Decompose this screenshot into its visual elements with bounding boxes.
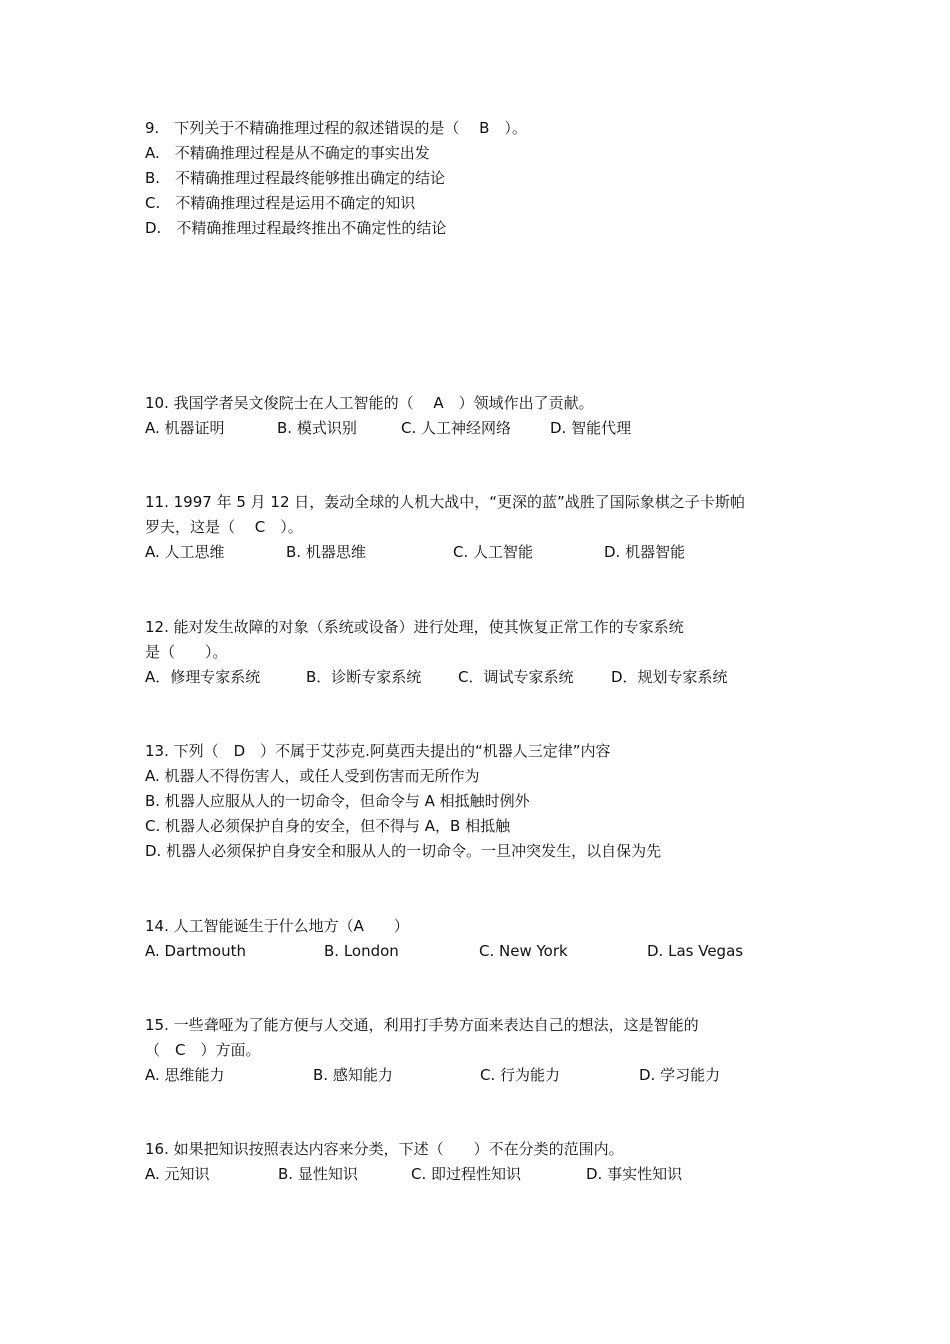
option-c: C. 不精确推理过程是运用不确定的知识	[145, 194, 416, 212]
option-a: A. 不精确推理过程是从不确定的事实出发	[145, 144, 430, 162]
option-b: B. 机器思维	[286, 543, 366, 561]
option-a: A. Dartmouth	[145, 942, 247, 960]
option-d: D. 学习能力	[639, 1066, 721, 1084]
option-c: C. 行为能力	[480, 1066, 561, 1084]
option-b: B. 模式识别	[277, 419, 357, 437]
option-c: C. 即过程性知识	[411, 1165, 522, 1183]
question-stem: 15. 一些聋哑为了能方便与人交通，利用打手势方面来表达自己的想法，这是智能的	[145, 1016, 699, 1034]
option-a: A. 机器证明	[145, 419, 225, 437]
option-d: D. 机器人必须保护自身安全和服从人的一切命令。一旦冲突发生，以自保为先	[145, 842, 662, 860]
option-c: C. 人工神经网络	[401, 419, 512, 437]
question-stem: 14. 人工智能诞生于什么地方（A ）	[145, 917, 409, 935]
option-d: D. 事实性知识	[586, 1165, 683, 1183]
question-stem-continued: 是（ ）。	[145, 643, 228, 661]
question-stem-continued: （ C ）方面。	[145, 1041, 261, 1059]
option-d: D. Las Vegas	[647, 942, 744, 960]
option-c: C. New York	[479, 942, 568, 960]
option-a: A. 思维能力	[145, 1066, 225, 1084]
question-stem: 16. 如果把知识按照表达内容来分类，下述（ ）不在分类的范围内。	[145, 1140, 624, 1158]
option-a: A. 机器人不得伤害人，或任人受到伤害而无所作为	[145, 767, 480, 785]
option-d: D．规划专家系统	[611, 668, 728, 686]
option-c: C. 机器人必须保护自身的安全，但不得与 A，B 相抵触	[145, 817, 511, 835]
question-stem: 9. 下列关于不精确推理过程的叙述错误的是（ B ）。	[145, 119, 527, 137]
option-a: A．修理专家系统	[145, 668, 261, 686]
question-stem: 10. 我国学者吴文俊院士在人工智能的（ A ）领域作出了贡献。	[145, 394, 594, 412]
option-d: D. 不精确推理过程最终推出不确定性的结论	[145, 219, 447, 237]
question-stem: 12. 能对发生故障的对象（系统或设备）进行处理，使其恢复正常工作的专家系统	[145, 618, 684, 636]
option-d: D. 智能代理	[550, 419, 632, 437]
option-b: B．诊断专家系统	[306, 668, 422, 686]
option-b: B. 感知能力	[313, 1066, 393, 1084]
option-a: A. 元知识	[145, 1165, 210, 1183]
option-d: D. 机器智能	[604, 543, 686, 561]
question-stem: 13. 下列（ D ）不属于艾莎克.阿莫西夫提出的“机器人三定律”内容	[145, 742, 611, 760]
question-stem-continued: 罗夫，这是（ C ）。	[145, 518, 303, 536]
option-b: B. 不精确推理过程最终能够推出确定的结论	[145, 169, 446, 187]
option-b: B. London	[324, 942, 399, 960]
option-a: A. 人工思维	[145, 543, 225, 561]
option-c: C．调试专家系统	[458, 668, 574, 686]
question-stem: 11. 1997 年 5 月 12 日，轰动全球的人机大战中，“更深的蓝”战胜了国际象棋之子卡斯帕	[145, 493, 745, 511]
option-b: B. 机器人应服从人的一切命令，但命令与 A 相抵触时例外	[145, 792, 530, 810]
option-c: C. 人工智能	[453, 543, 534, 561]
option-b: B. 显性知识	[278, 1165, 358, 1183]
